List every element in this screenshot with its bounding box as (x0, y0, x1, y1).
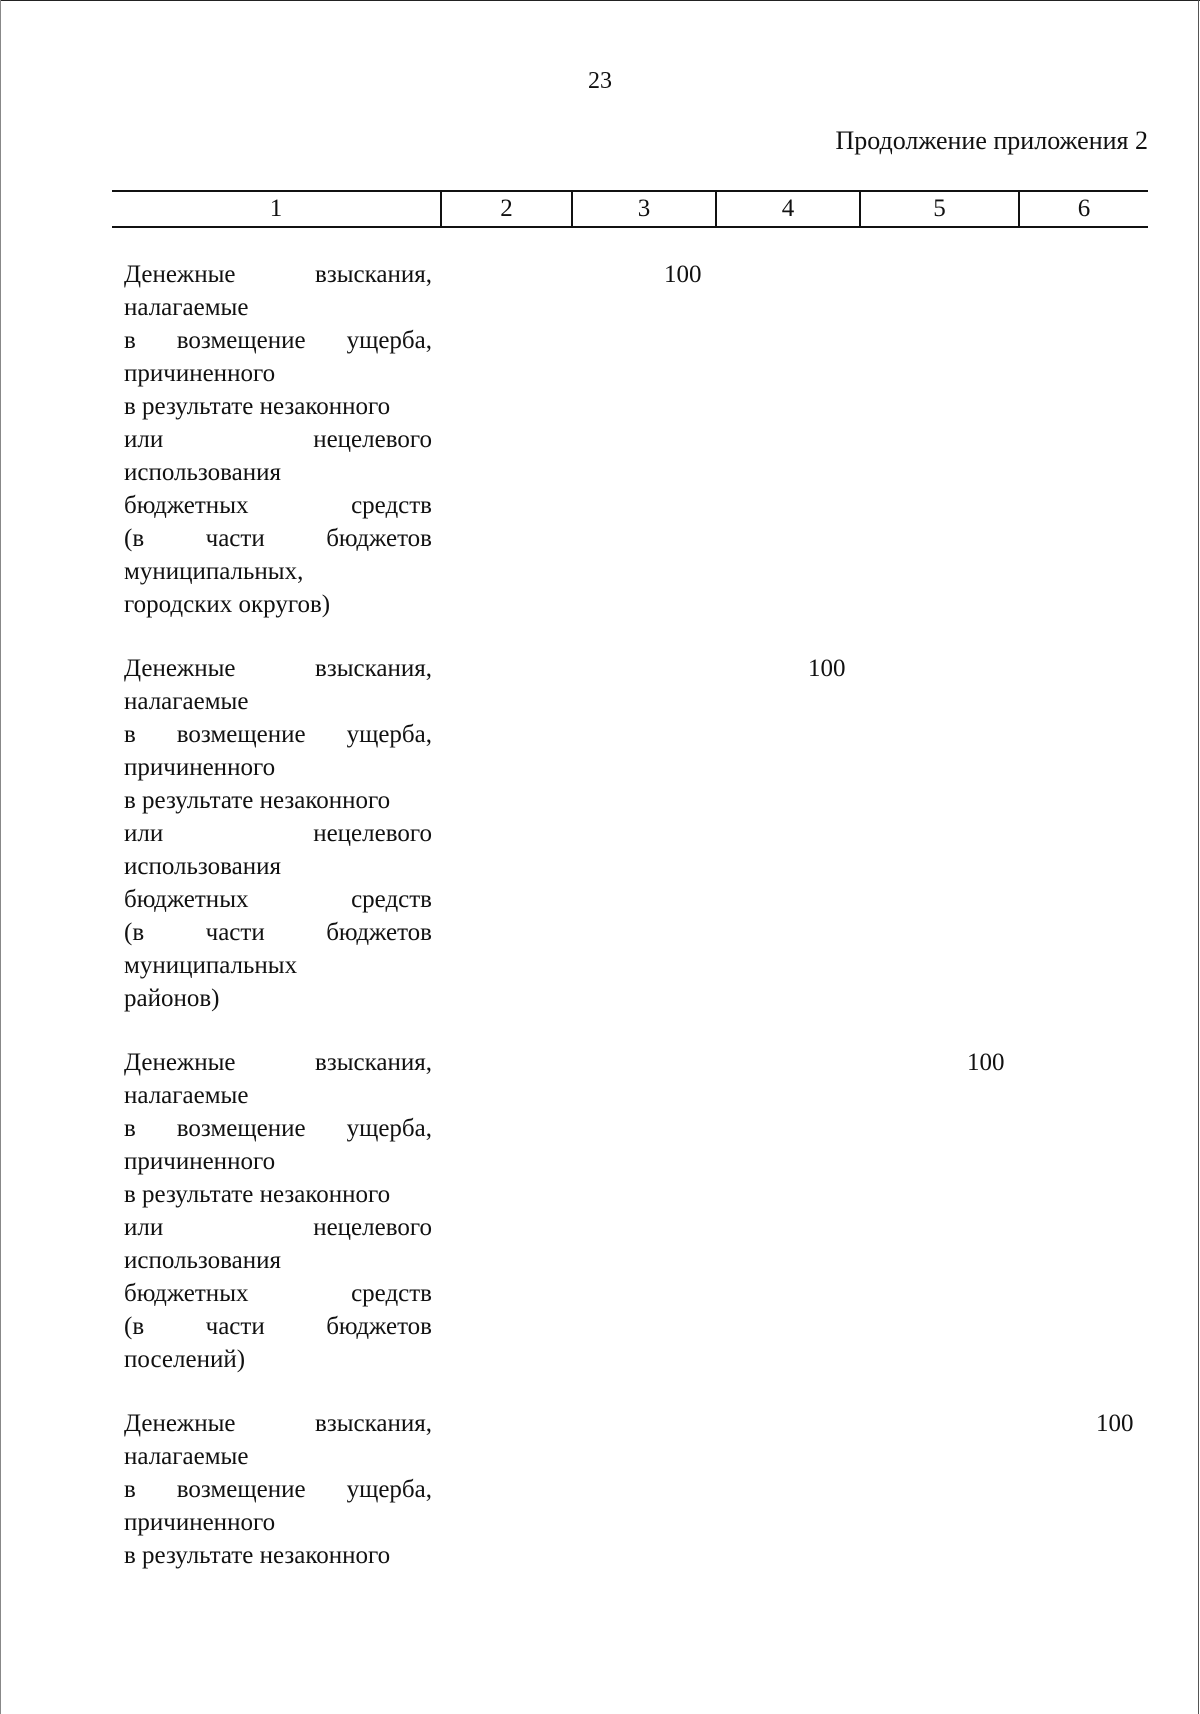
table-row (124, 652, 1154, 1015)
page-number-text: 23 (588, 68, 612, 94)
description-line (124, 423, 432, 456)
description-word: Денежные (124, 261, 236, 288)
description-word: части (205, 1313, 265, 1340)
description-line (124, 883, 432, 916)
description-line (124, 652, 432, 685)
table-column-header-row (112, 190, 1148, 228)
description-line (124, 1277, 432, 1310)
description-word: возмещение (176, 327, 306, 354)
description-word: взыскания, (315, 655, 432, 682)
table-row (124, 258, 1154, 621)
column-header-6: 6 (1077, 195, 1091, 222)
description-word: средств (351, 1280, 432, 1307)
column-header-3: 3 (573, 192, 717, 226)
description-word: части (205, 525, 265, 552)
description-word: (в (124, 525, 145, 552)
description-word: (в (124, 919, 145, 946)
description-line: в результате незаконного (124, 393, 391, 420)
description-line (124, 1473, 432, 1506)
description-word: в (124, 1115, 136, 1142)
description-word: или (124, 820, 164, 847)
description-word: Денежные (124, 1410, 236, 1437)
description-word: возмещение (176, 721, 306, 748)
description-line: муниципальных, (124, 558, 304, 585)
page-right-edge (1198, 0, 1199, 1714)
row-description (124, 258, 432, 621)
description-word: (в (124, 1313, 145, 1340)
description-line (124, 1046, 432, 1079)
description-line: поселений) (124, 1346, 246, 1373)
description-line: муниципальных (124, 952, 298, 979)
description-word: в (124, 721, 136, 748)
description-word: бюджетов (326, 525, 432, 552)
row-value: 100 (967, 1049, 1005, 1076)
description-line: в результате незаконного (124, 787, 391, 814)
description-line: использования (124, 1247, 281, 1274)
description-word: возмещение (176, 1115, 306, 1142)
description-word: взыскания, (315, 1410, 432, 1437)
description-word: в (124, 1476, 136, 1503)
description-word: или (124, 426, 164, 453)
description-word: бюджетных (124, 886, 249, 913)
description-word: возмещение (176, 1476, 306, 1503)
table-row (124, 1407, 1154, 1572)
description-word: или (124, 1214, 164, 1241)
description-line: использования (124, 853, 281, 880)
column-header-2: 2 (442, 192, 573, 226)
description-line: налагаемые (124, 1082, 249, 1109)
description-line: в результате незаконного (124, 1542, 391, 1569)
table-row (124, 1046, 1154, 1376)
description-word: Денежные (124, 1049, 236, 1076)
page-number (0, 68, 1200, 95)
page-top-edge (0, 0, 1200, 1)
description-word: бюджетных (124, 492, 249, 519)
description-word: Денежные (124, 655, 236, 682)
description-word: взыскания, (315, 261, 432, 288)
description-word: ущерба, (346, 327, 432, 354)
description-line (124, 522, 432, 555)
description-word: части (205, 919, 265, 946)
row-value: 100 (664, 261, 702, 288)
description-line (124, 916, 432, 949)
description-line: налагаемые (124, 688, 249, 715)
description-word: ущерба, (346, 1115, 432, 1142)
description-line: использования (124, 459, 281, 486)
description-line: причиненного (124, 754, 276, 781)
description-line (124, 324, 432, 357)
description-word: бюджетных (124, 1280, 249, 1307)
description-line (124, 258, 432, 291)
description-word: взыскания, (315, 1049, 432, 1076)
description-line: причиненного (124, 360, 276, 387)
description-line: в результате незаконного (124, 1181, 391, 1208)
description-line (124, 489, 432, 522)
column-header-1: 1 (112, 192, 442, 226)
description-line: районов) (124, 985, 220, 1012)
description-word: нецелевого (313, 820, 432, 847)
page-left-edge (0, 0, 1, 1714)
description-word: ущерба, (346, 721, 432, 748)
description-word: нецелевого (313, 426, 432, 453)
description-line: налагаемые (124, 1443, 249, 1470)
description-word: средств (351, 492, 432, 519)
description-word: нецелевого (313, 1214, 432, 1241)
description-line: налагаемые (124, 294, 249, 321)
description-line: причиненного (124, 1148, 276, 1175)
description-word: бюджетов (326, 1313, 432, 1340)
description-word: ущерба, (346, 1476, 432, 1503)
row-value: 100 (1096, 1410, 1134, 1437)
description-line (124, 1211, 432, 1244)
row-description (124, 1407, 432, 1572)
description-word: в (124, 327, 136, 354)
description-line: причиненного (124, 1509, 276, 1536)
row-description (124, 652, 432, 1015)
description-line (124, 1407, 432, 1440)
description-line (124, 718, 432, 751)
row-value: 100 (808, 655, 846, 682)
description-word: бюджетов (326, 919, 432, 946)
description-line (124, 1112, 432, 1145)
continuation-title: Продолжение приложения 2 (835, 126, 1148, 155)
row-description (124, 1046, 432, 1376)
description-word: средств (351, 886, 432, 913)
description-line (124, 817, 432, 850)
column-header-4: 4 (717, 192, 861, 226)
description-line (124, 1310, 432, 1343)
description-line: городских округов) (124, 591, 331, 618)
column-header-5: 5 (861, 192, 1020, 226)
